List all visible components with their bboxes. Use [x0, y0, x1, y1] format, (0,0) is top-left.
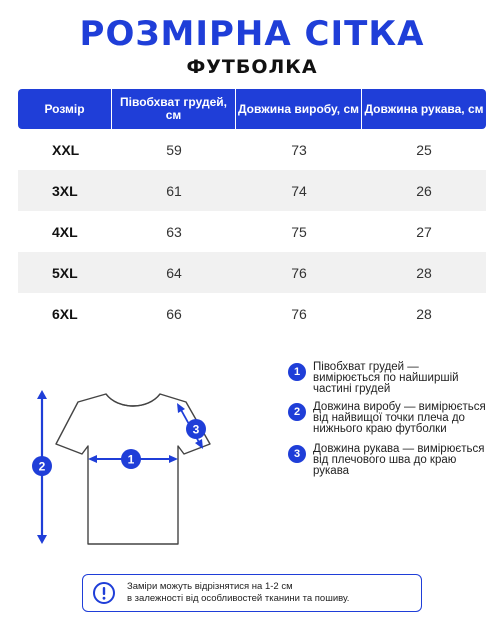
- table-header: [18, 89, 486, 129]
- legend-text: Довжина рукава — вимірюється від плечового шва до краю рукава: [313, 443, 485, 477]
- sleeve-cell: 28: [416, 305, 432, 322]
- disclaimer-note: [82, 574, 422, 612]
- sleeve-cell: 25: [416, 141, 432, 158]
- legend-item-chest: [288, 362, 488, 395]
- marker-3-label: 3: [192, 422, 200, 437]
- sleeve-cell: 28: [416, 264, 432, 281]
- table-row: [18, 129, 486, 170]
- legend-badge: 1: [288, 363, 306, 381]
- legend-badge: 3: [288, 445, 306, 463]
- legend-text: Півобхват грудей — вимірюється по найширшій частині грудей: [313, 361, 459, 395]
- size-cell: 5XL: [52, 264, 78, 281]
- chest-cell: 63: [166, 223, 182, 240]
- table-row: [18, 211, 486, 252]
- marker-2-label: 2: [38, 459, 46, 474]
- size-cell: 4XL: [52, 223, 78, 240]
- size-cell: 6XL: [52, 305, 78, 322]
- marker-1-label: 1: [127, 452, 135, 467]
- chest-cell: 61: [166, 182, 182, 199]
- table-row: [18, 293, 486, 334]
- legend-item-sleeve: [288, 444, 488, 477]
- length-cell: 76: [291, 264, 307, 281]
- chest-cell: 59: [166, 141, 182, 158]
- size-chart-table: [18, 89, 486, 334]
- column-header-size: Розмір: [18, 89, 112, 129]
- length-arrow-top-icon: [37, 390, 47, 399]
- length-cell: 74: [291, 182, 307, 199]
- sleeve-cell: 26: [416, 182, 432, 199]
- tshirt-diagram: [28, 382, 228, 552]
- page-title: РОЗМІРНА СІТКА: [79, 14, 425, 54]
- table-row: [18, 252, 486, 293]
- length-cell: 73: [291, 141, 307, 158]
- tshirt-outline: [56, 394, 210, 544]
- legend-item-length: [288, 402, 488, 435]
- chest-cell: 66: [166, 305, 182, 322]
- length-cell: 75: [291, 223, 307, 240]
- chest-cell: 64: [166, 264, 182, 281]
- disclaimer-line-1: Заміри можуть відрізнятися на 1-2 см: [127, 581, 293, 592]
- column-header-length: Довжина виробу, см: [236, 89, 362, 129]
- size-cell: 3XL: [52, 182, 78, 199]
- sleeve-cell: 27: [416, 223, 432, 240]
- length-arrow-bottom-icon: [37, 535, 47, 544]
- length-cell: 76: [291, 305, 307, 322]
- size-cell: XXL: [52, 141, 80, 158]
- legend-badge: 2: [288, 403, 306, 421]
- table-row: [18, 170, 486, 211]
- page-subtitle: ФУТБОЛКА: [186, 56, 318, 78]
- column-header-chest: Півобхват грудей, см: [112, 89, 236, 129]
- legend-text: Довжина виробу — вимірюється від найвищої точки плеча до нижнього краю футболки: [313, 401, 486, 435]
- disclaimer-text: [127, 581, 349, 605]
- column-header-sleeve: Довжина рукава, см: [364, 101, 484, 116]
- exclamation-circle-icon: [93, 582, 115, 604]
- disclaimer-line-2: в залежності від особливостей тканини та пошиву.: [127, 593, 350, 604]
